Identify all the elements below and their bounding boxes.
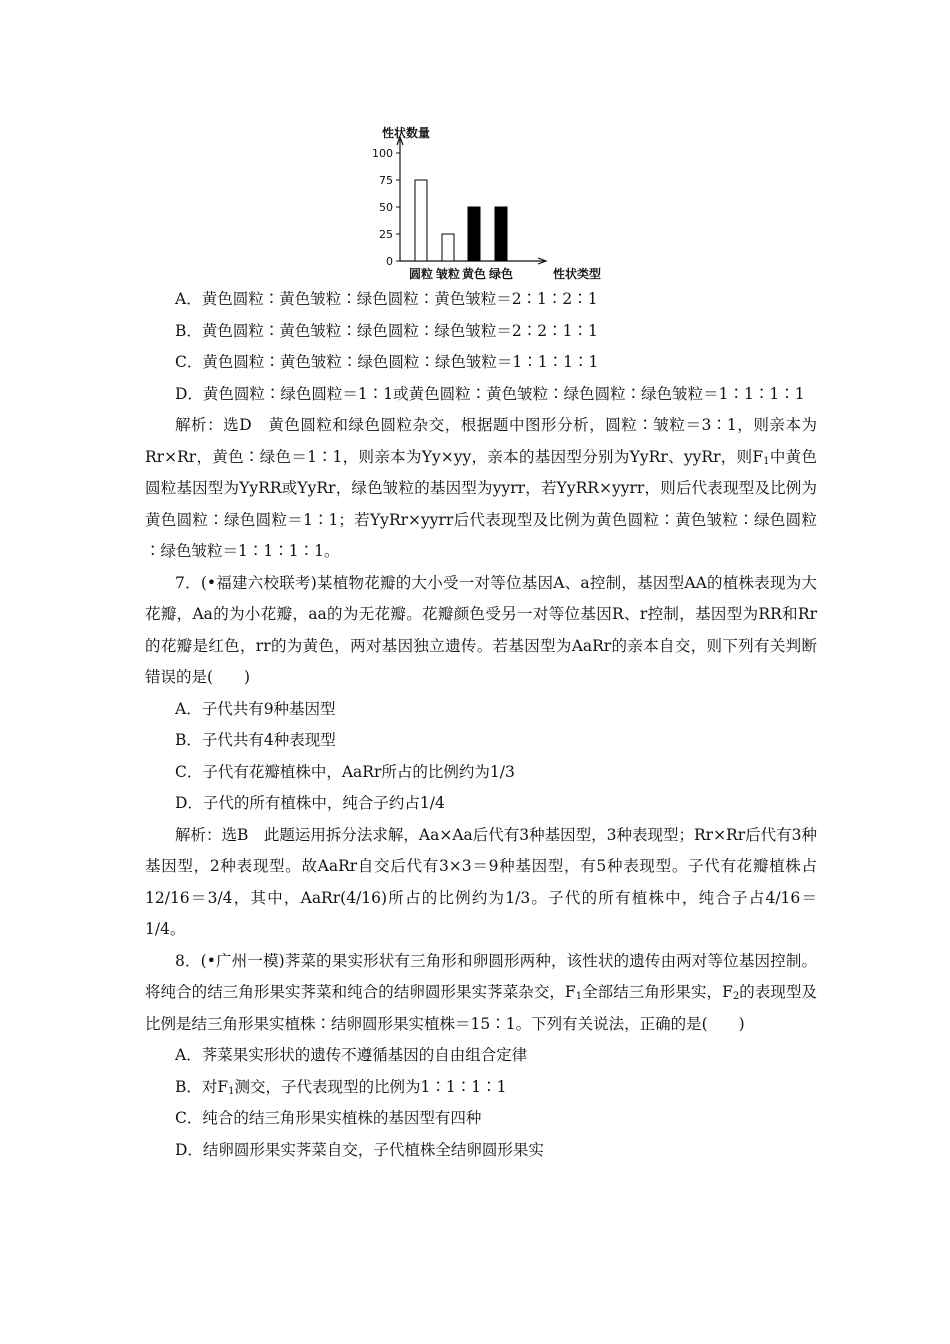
q6-option-d: D．黄色圆粒∶绿色圆粒＝1∶1或黄色圆粒∶黄色皱粒∶绿色圆粒∶绿色皱粒＝1∶1∶1∶1 [175, 384, 805, 403]
category-labels [409, 266, 513, 281]
y-tick-label: 0 [386, 255, 393, 268]
category-label: 绿色 [488, 267, 514, 281]
bar [415, 180, 427, 261]
bar [495, 207, 507, 261]
q7-option-b: B．子代共有4种表现型 [175, 731, 336, 749]
bar [468, 207, 480, 261]
q6-option-c: C．黄色圆粒∶黄色皱粒∶绿色圆粒∶绿色皱粒＝1∶1∶1∶1 [175, 353, 599, 371]
y-tick-label: 75 [379, 174, 393, 187]
q8-option-b: B．对$F_1$测交，子代表现型的比例为1∶1∶1∶1 [175, 1077, 507, 1097]
q6-analysis: 解析：选D 黄色圆粒和绿色圆粒杂交，根据题中图形分析，圆粒∶皱粒＝3∶1，则亲本为Rr×Rr，黄色∶绿色＝1∶1，则亲本为Yy×yy，亲本的基因型分别为YyRr、yyRr，则$F_1$中黄色圆粒基因型为YyRR或YyRr，绿色皱粒的基因型为yyrr，若YyRR×yyrr，则后代表现型及比例为黄色圆粒∶绿色圆粒＝1∶1；若YyRr×yyrr后代表现型及比例为黄色圆粒∶黄色皱粒∶绿色圆粒∶绿色皱粒＝1∶1∶1∶1。 [145, 416, 817, 560]
q8-option-d: D．结卵圆形果实荠菜自交，子代植株全结卵圆形果实 [175, 1140, 544, 1159]
q8-option-a: A．荠菜果实形状的遗传不遵循基因的自由组合定律 [175, 1046, 528, 1064]
q7-option-a: A．子代共有9种基因型 [175, 699, 336, 718]
bar-chart [360, 118, 620, 286]
category-label: 皱粒 [435, 267, 461, 281]
q7-stem: 7．(•福建六校联考)某植物花瓣的大小受一对等位基因A、a控制，基因型AA的植株表现为大花瓣，Aa的为小花瓣，aa的为无花瓣。花瓣颜色受另一对等位基因R、r控制，基因型为RR和Rr的花瓣是红色，rr的为黄色，两对基因独立遗传。若基因型为AaRr的亲本自交，则下列有关判断错误的是( ) [145, 573, 817, 686]
q6-option-b: B．黄色圆粒∶黄色皱粒∶绿色圆粒∶绿色皱粒＝2∶2∶1∶1 [175, 321, 598, 340]
y-tick-label: 25 [379, 228, 393, 241]
q6-option-a: A．黄色圆粒∶黄色皱粒∶绿色圆粒∶黄色皱粒＝2∶1∶2∶1 [175, 290, 598, 308]
q7-analysis: 解析：选B 此题运用拆分法求解，Aa×Aa后代有3种基因型，3种表现型；Rr×Rr后代有3种基因型，2种表现型。故AaRr自交后代有3×3＝9种基因型，有5种表现型。子代有花瓣植株占12/16＝3/4，其中，AaRr(4/16)所占的比例约为1/3。子代的所有植株中，纯合子占4/16＝1/4。 [145, 825, 817, 938]
q8-option-c: C．纯合的结三角形果实植株的基因型有四种 [175, 1109, 482, 1127]
category-label: 圆粒 [408, 267, 434, 281]
x-axis-label: 性状类型 [553, 267, 602, 281]
bar [442, 234, 454, 261]
q8-stem: 8．(•广州一模)荠菜的果实形状有三角形和卵圆形两种，该性状的遗传由两对等位基因控制。将纯合的结三角形果实荠菜和纯合的结卵圆形果实荠菜杂交，$F_1$全部结三角形果实，$F_2$的表现型及比例是结三角形果实植株∶结卵圆形果实植株＝15∶1。下列有关说法，正确的是( ) [145, 951, 817, 1033]
bars [415, 180, 507, 261]
document-body [145, 284, 817, 1166]
y-axis-label: 性状数量 [382, 126, 431, 140]
q7-option-d: D．子代的所有植株中，纯合子约占1/4 [175, 794, 445, 812]
y-tick-label: 50 [379, 201, 393, 214]
y-ticks [372, 147, 400, 268]
q7-option-c: C．子代有花瓣植株中，AaRr所占的比例约为1/3 [175, 762, 515, 781]
category-label: 黄色 [461, 267, 487, 281]
y-tick-label: 100 [372, 147, 393, 160]
